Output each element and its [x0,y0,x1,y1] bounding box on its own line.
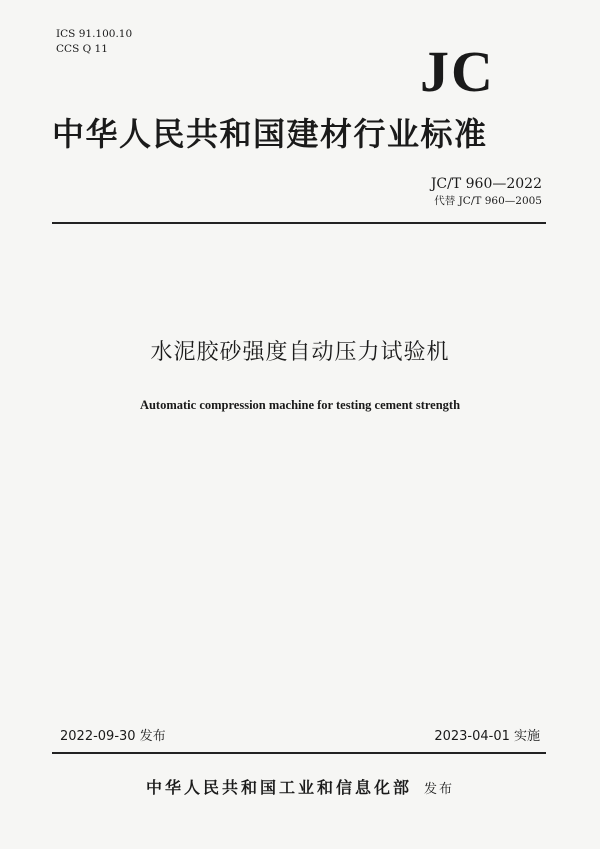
publisher-line [0,778,600,800]
publish-label: 发布 [424,782,455,797]
top-divider [52,222,546,224]
replaces-standard: 代替 JC/T 960—2005 [434,195,542,207]
document-title-english: Automatic compression machine for testing cement strength [139,398,461,412]
standard-number: JC/T 960—2022 [430,176,542,192]
issue-date: 2022-09-30 发布 [60,729,166,744]
bottom-divider [52,752,546,754]
ics-code: ICS 91.100.10 [56,28,133,40]
document-title-chinese: 水泥胶砂强度自动压力试验机 [150,340,450,365]
implementation-date: 2023-04-01 实施 [434,729,540,744]
jc-logo: JC [420,39,495,104]
standard-category-title: 中华人民共和国建材行业标准 [52,115,488,153]
publisher-name: 中华人民共和国工业和信息化部 [145,778,412,797]
ccs-code: CCS Q 11 [56,43,108,55]
